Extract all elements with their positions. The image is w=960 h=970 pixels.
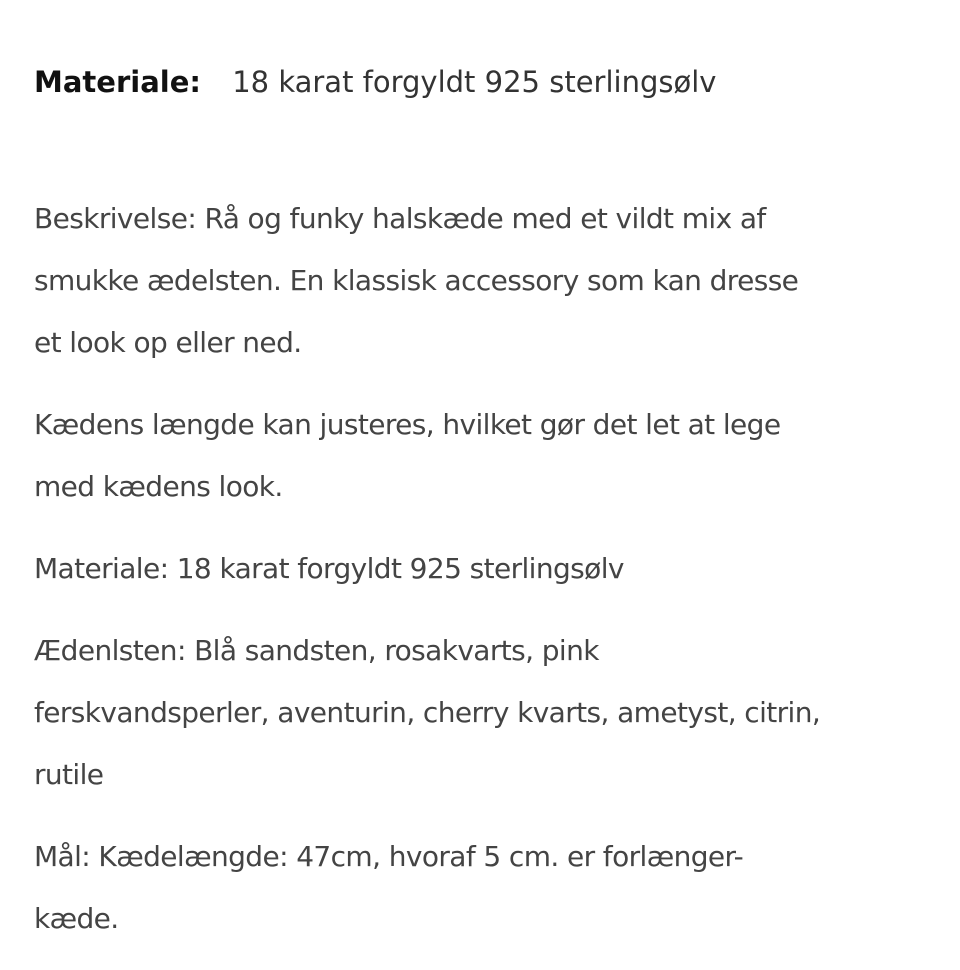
text-line: rutile xyxy=(34,758,104,791)
description-paragraph xyxy=(34,188,944,374)
text-line: et look op eller ned. xyxy=(34,326,302,359)
gemstones-paragraph xyxy=(34,620,944,806)
measurements-paragraph xyxy=(34,826,944,950)
material-header xyxy=(34,60,716,104)
text-line: Kædens længde kan justeres, hvilket gør det let at lege xyxy=(34,408,781,441)
product-description xyxy=(34,188,944,970)
text-line: Ædenlsten: Blå sandsten, rosakvarts, pink xyxy=(34,634,599,667)
text-line: smukke ædelsten. En klassisk accessory som kan dresse xyxy=(34,264,799,297)
text-line: Beskrivelse: Rå og funky halskæde med et vildt mix af xyxy=(34,202,766,235)
material-paragraph xyxy=(34,538,944,600)
material-label: Materiale: xyxy=(34,65,201,99)
text-line: Materiale: 18 karat forgyldt 925 sterlingsølv xyxy=(34,552,624,585)
length-paragraph xyxy=(34,394,944,518)
text-line: ferskvandsperler, aventurin, cherry kvarts, ametyst, citrin, xyxy=(34,696,821,729)
material-value: 18 karat forgyldt 925 sterlingsølv xyxy=(232,65,717,99)
text-line: Mål: Kædelængde: 47cm, hvoraf 5 cm. er forlænger- xyxy=(34,840,744,873)
text-line: kæde. xyxy=(34,902,119,935)
text-line: med kædens look. xyxy=(34,470,283,503)
